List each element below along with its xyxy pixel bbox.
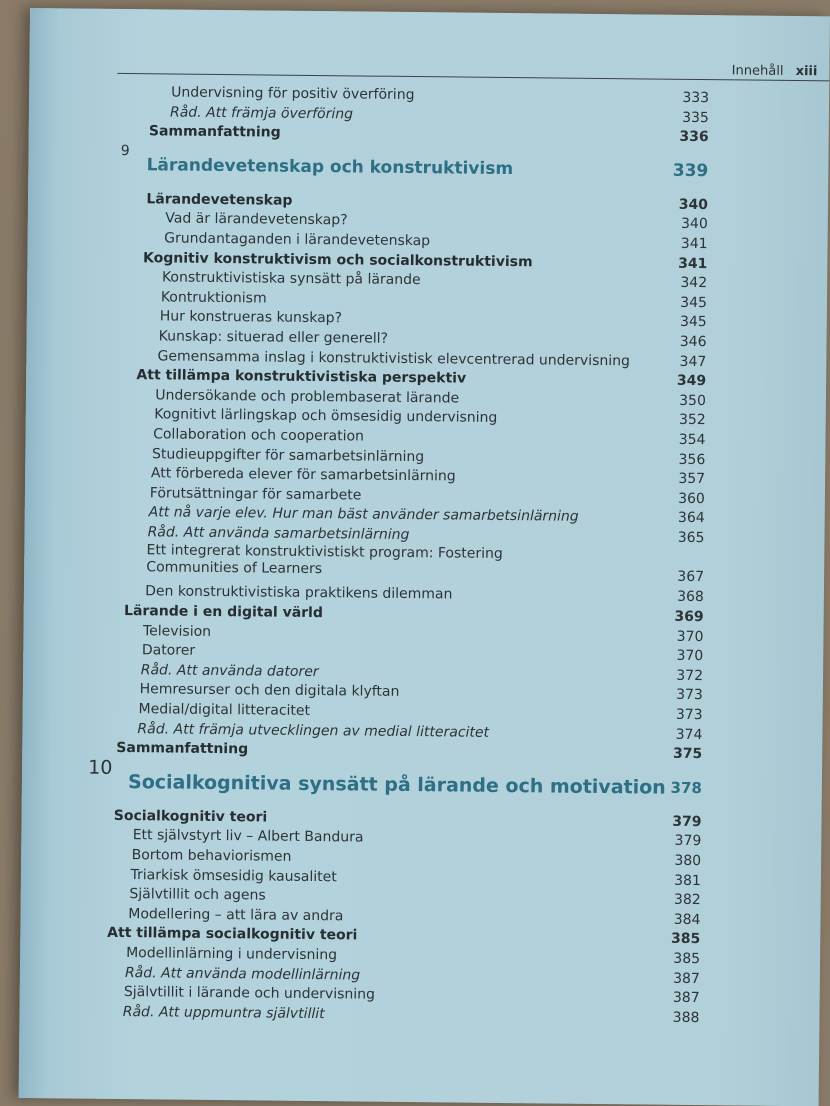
toc-entry-title: Sammanfattning	[116, 740, 249, 758]
toc-entry-title: Att förbereda elever för samarbetsinlärning	[150, 465, 456, 485]
toc-entry-page: 360	[678, 490, 705, 507]
toc-entry-page: 350	[679, 392, 707, 409]
toc-chapter-number: 10	[88, 756, 113, 779]
toc-entry-title: Medial/digital litteracitet	[138, 701, 311, 720]
toc-entry-page: 375	[672, 745, 703, 763]
toc-entry-page: 345	[680, 294, 708, 311]
toc-entry-title: Att tillämpa socialkognitiv teori	[107, 925, 358, 944]
toc-entry-title: Triarkisk ömsesidig kausalitet	[130, 866, 337, 885]
toc-entry-title: Collaboration och cooperation	[153, 426, 365, 445]
toc-entry-title: Modellinlärning i undervisning	[126, 945, 338, 964]
toc-entry-page: 373	[675, 706, 703, 724]
toc-entry-page: 380	[674, 852, 702, 870]
toc-entry-page: 352	[678, 412, 706, 429]
toc-entry-title: Kognitivt lärlingskap och ömsesidig undervisning	[154, 406, 498, 427]
toc-entry-title: Hemresurser och den digitala klyftan	[139, 681, 400, 701]
toc-chapter	[22, 758, 702, 813]
toc-entry-title: Ett självstyrt liv – Albert Bandura	[132, 827, 364, 846]
toc-entry-title: Lärandevetenskap och konstruktivism	[146, 155, 514, 179]
toc-entry-title: Vad är lärandevetenskap?	[165, 210, 348, 229]
toc-entry-title: Lärandevetenskap	[146, 191, 293, 209]
running-header-title: Innehåll	[731, 63, 784, 79]
toc-entry-page: 335	[682, 109, 709, 126]
toc-entry-title: Kognitiv konstruktivism och socialkonstruktivism	[142, 249, 533, 270]
book-page	[19, 8, 830, 1106]
running-header-page-number: xiii	[795, 64, 818, 80]
toc-entry-title: Självtillit och agens	[129, 886, 266, 904]
toc-entry-page: 346	[679, 333, 707, 351]
toc-entry-title: Lärande i en digital värld	[123, 603, 323, 622]
toc-entry-page: 341	[678, 255, 708, 272]
toc-entry-title: Självtillit i lärande och undervisning	[123, 984, 376, 1003]
toc-entry-page: 340	[680, 216, 708, 233]
header-rule	[117, 73, 829, 81]
toc-entry-title: Ett integrerat konstruktivistiskt program: Fostering Communities of Learners	[146, 542, 503, 578]
toc-entry-page: 373	[676, 687, 703, 704]
toc-entry-page: 387	[673, 970, 700, 987]
toc-entry-title: Att nå varje elev. Hur man bäst använder samarbetsinlärning	[148, 504, 579, 526]
toc-entry-title: Sammanfattning	[148, 123, 281, 141]
toc-entry-page: 365	[677, 529, 705, 546]
toc-entry-page: 372	[676, 667, 704, 684]
toc-entry-page: 388	[672, 1009, 700, 1026]
toc-chapter	[28, 141, 708, 196]
toc-entry-page: 370	[676, 648, 704, 665]
toc-entry-title: Att tillämpa konstruktivistiska perspektiv	[136, 367, 467, 387]
toc-entry-title: Råd. Att använda datorer	[140, 662, 319, 680]
toc-entry-title: Socialkognitiv teori	[113, 807, 268, 826]
toc-entry-title: Den konstruktivistiska praktikens dilemman	[145, 583, 453, 603]
toc-entry-page: 374	[675, 726, 703, 743]
toc-entry-title: Undersökande och problembaserat lärande	[155, 387, 460, 407]
toc-entry-page: 339	[672, 160, 709, 181]
toc-entry-page: 333	[682, 89, 710, 107]
toc-entry-page: 368	[677, 589, 704, 606]
toc-entry-page: 354	[678, 431, 706, 449]
toc-entry-page: 341	[680, 235, 708, 253]
toc-entry-page: 387	[672, 989, 700, 1007]
toc-entry-title: Modellering – att lära av andra	[128, 905, 344, 925]
toc-entry-page: 364	[677, 510, 705, 527]
toc-entry-page: 381	[674, 872, 701, 889]
toc-entry-page: 367	[677, 569, 705, 586]
toc-entry-page: 382	[673, 891, 701, 909]
toc-subsection	[24, 541, 704, 588]
toc-entry-page: 336	[679, 128, 709, 146]
toc-entry-page: 347	[679, 353, 707, 370]
toc-entry-title: Datorer	[141, 642, 196, 660]
toc-entry-page: 370	[676, 628, 704, 645]
toc-entry-title: Råd. Att använda samarbetsinlärning	[147, 524, 410, 543]
toc-entry-page: 369	[674, 608, 704, 626]
toc-entry-title: Råd. Att använda modellinlärning	[124, 964, 361, 984]
toc-entry-page: 384	[673, 911, 701, 928]
running-header	[732, 63, 818, 79]
toc-entry-title: Socialkognitiva synsätt på lärande och motivation	[127, 770, 666, 799]
toc-entry-page: 345	[679, 314, 707, 331]
toc-entry-title: Undervisning för positiv överföring	[171, 84, 415, 104]
toc-entry-page: 349	[676, 372, 707, 390]
toc-entry-page: 379	[674, 833, 702, 850]
toc-entry-title: Kunskap: situerad eller generell?	[158, 328, 389, 347]
toc-entry-page: 385	[670, 931, 701, 948]
table-of-contents	[19, 82, 709, 1028]
toc-entry-page: 356	[678, 451, 706, 468]
toc-entry-title: Råd. Att främja utvecklingen av medial litteracitet	[137, 720, 490, 741]
toc-entry-title: Bortom behaviorismen	[131, 847, 292, 865]
toc-entry-page: 342	[680, 274, 708, 292]
toc-entry-title: Råd. Att främja överföring	[169, 104, 354, 122]
toc-entry-page: 379	[672, 813, 702, 830]
toc-entry-title: Förutsättningar för samarbete	[149, 484, 362, 504]
toc-entry-page: 378	[670, 778, 702, 797]
toc-entry-title: Råd. Att uppmuntra självtillit	[122, 1003, 325, 1022]
toc-entry-page: 385	[673, 950, 701, 968]
toc-entry-title: Konstruktivistiska synsätt på lärande	[161, 269, 421, 289]
toc-entry-title: Studieuppgifter för samarbetsinlärning	[151, 445, 425, 465]
toc-entry-page: 340	[678, 196, 709, 213]
toc-entry-title: Television	[142, 622, 212, 640]
toc-chapter-number: 9	[120, 142, 130, 159]
toc-entry-title: Grundantaganden i lärandevetenskap	[164, 230, 431, 250]
toc-entry-title: Gemensamma inslag i konstruktivistisk elevcentrerad undervisning	[157, 347, 631, 369]
toc-entry-page: 357	[678, 470, 706, 488]
toc-entry-title: Kontruktionism	[160, 289, 267, 307]
toc-entry-title: Hur konstrueras kunskap?	[159, 308, 343, 327]
